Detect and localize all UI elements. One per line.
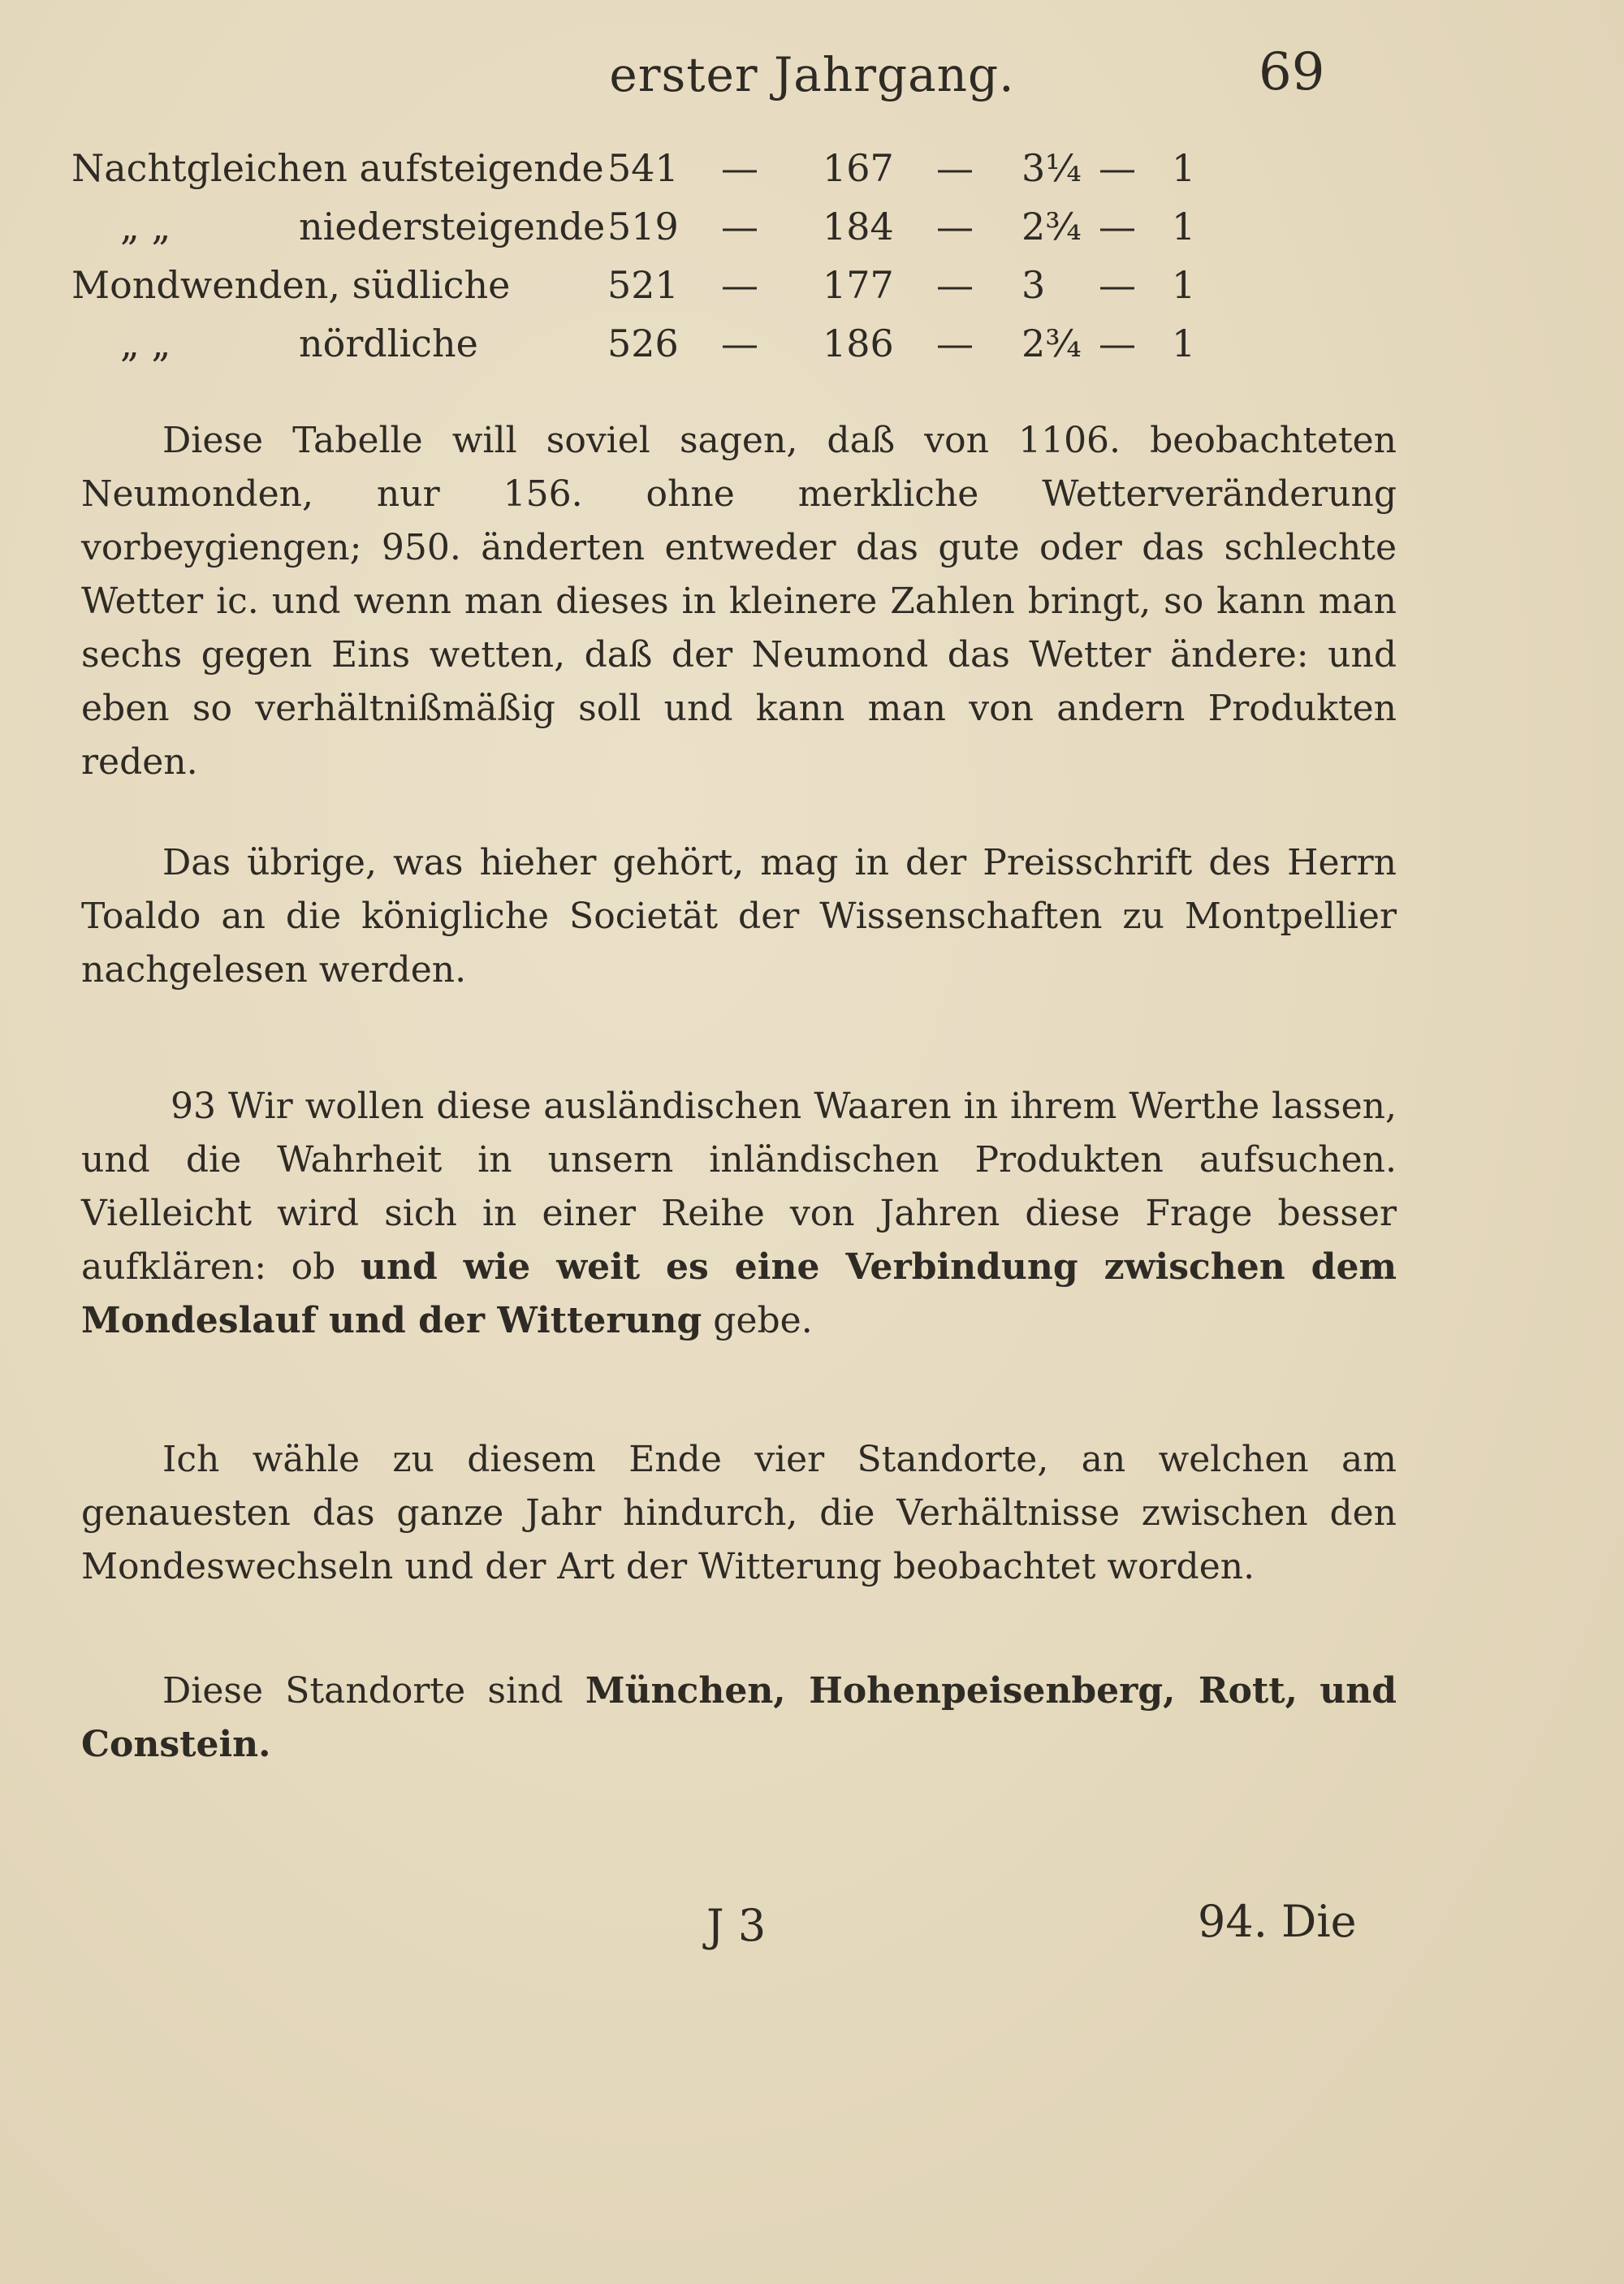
page-number: 69 (1259, 42, 1325, 102)
dash-separator: — (936, 146, 974, 190)
cell-value: 177 (823, 263, 894, 307)
table-row (71, 205, 1224, 261)
emphasized-text: Constein. (81, 1724, 271, 1765)
dash-separator: — (1099, 205, 1136, 248)
dash-separator: — (721, 205, 758, 248)
cell-value: 1 (1172, 146, 1196, 190)
dash-separator: — (1099, 263, 1136, 307)
cell-value: 1 (1172, 263, 1196, 307)
table-row (71, 146, 1224, 203)
row-label: Nachtgleichen aufsteigende (71, 146, 604, 190)
paragraph-toaldo-reference: Das übrige, was hieher gehört, mag in der Preisschrift des Herrn Toaldo an die königliche Societät der Wissenschaften zu Montpellier nachgelesen werden. (81, 842, 1397, 991)
cell-value: 526 (607, 322, 679, 365)
row-label: Mondwenden, südliche (71, 263, 511, 307)
paragraph-standorte-list (81, 1664, 1397, 1772)
dash-separator: — (1099, 146, 1136, 190)
catchword: 94. Die (1198, 1896, 1357, 1947)
cell-value: 3¼ (1021, 146, 1082, 190)
cell-value: 541 (607, 146, 679, 190)
cell-value: 1 (1172, 322, 1196, 365)
table-row (71, 322, 1224, 378)
cell-value: 521 (607, 263, 679, 307)
emphasized-text: und wie weit es eine Verbindung zwischen dem Mondeslauf und der Witterung (81, 1246, 1397, 1341)
cell-value: 1 (1172, 205, 1196, 248)
cell-value: 167 (823, 146, 894, 190)
emphasized-text: und (1320, 1670, 1397, 1712)
paragraph-standorte-intro: Ich wähle zu diesem Ende vier Standorte, an welchen am genauesten das ganze Jahr hindurch, die Verhältnisse zwischen den Mondeswechseln und der Art der Witterung beobachtet worden. (81, 1439, 1397, 1587)
emphasized-text: München, Hohenpeisenberg, Rott, (585, 1670, 1298, 1712)
signature-mark: J 3 (706, 1900, 767, 1951)
table-row (71, 263, 1224, 320)
cell-value: 186 (823, 322, 894, 365)
row-label: niedersteigende (299, 205, 606, 248)
cell-value: 2¾ (1021, 205, 1082, 248)
dash-separator: — (936, 205, 974, 248)
paragraph-table-explanation: Diese Tabelle will soviel sagen, daß von 1106. beobachteten Neumonden, nur 156. ohne merkliche Wetterveränderung vorbeygiengen; 950. änderten entweder das gute oder das schlechte Wetter ic. und wenn man dieses in kleinere Zahlen bringt, so kann man sechs gegen Eins wetten, daß der Neumond das Wetter ändere: und eben so verhältnißmäßig soll und kann man von andern Produkten reden. (81, 420, 1397, 783)
paragraph-section-93 (81, 1080, 1397, 1348)
dash-separator: — (936, 263, 974, 307)
cell-value: 184 (823, 205, 894, 248)
ditto-marks: „ „ (120, 322, 171, 365)
cell-value: 2¾ (1021, 322, 1082, 365)
paragraph-text: gebe. (713, 1300, 813, 1341)
row-label: nördliche (299, 322, 478, 365)
dash-separator: — (721, 263, 758, 307)
dash-separator: — (936, 322, 974, 365)
dash-separator: — (721, 146, 758, 190)
ditto-marks: „ „ (120, 205, 171, 248)
paragraph-text: Diese Standorte sind (162, 1670, 564, 1712)
dash-separator: — (1099, 322, 1136, 365)
paragraph-text: Wir wollen diese ausländischen Waaren in ihrem Werthe lassen, und die Wahrheit in unsern inländischen Produkten aufsuchen. Vielleicht wird sich in einer Reihe von Jahren diese Frage besser aufklären: ob (81, 1086, 1397, 1288)
section-number: 93 (171, 1086, 216, 1127)
cell-value: 519 (607, 205, 679, 248)
running-header-title: erster Jahrgang. (609, 47, 1015, 102)
cell-value: 3 (1021, 263, 1046, 307)
dash-separator: — (721, 322, 758, 365)
